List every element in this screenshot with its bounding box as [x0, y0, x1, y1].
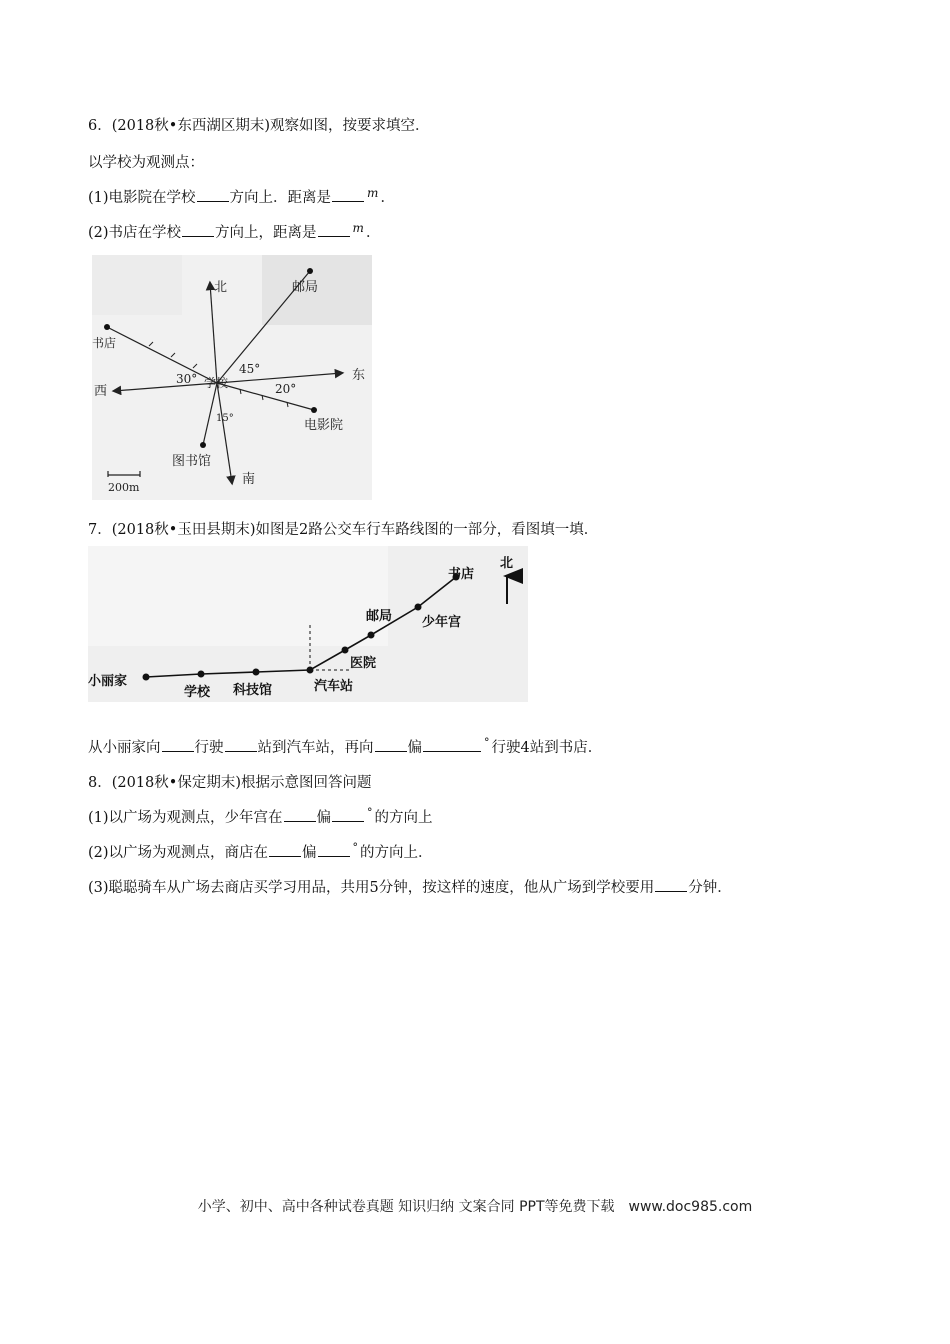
bus-station-label: 汽车站 — [314, 679, 354, 694]
q8-p1-degree: ° — [367, 806, 373, 819]
q8-p1-text-a: (1)以广场为观测点，少年宫在 — [88, 810, 283, 826]
hospital-label: 医院 — [350, 656, 377, 671]
q8-p1-blank-angle[interactable] — [332, 808, 364, 822]
youth-palace-label: 少年宫 — [422, 615, 462, 630]
q6-p2-text-a: (2)书店在学校 — [88, 225, 182, 241]
angle-30-label: 30° — [176, 372, 198, 386]
north-label: 北 — [214, 280, 228, 295]
q8-p1-text-b: 偏 — [316, 810, 332, 826]
q8-part2 — [88, 843, 433, 864]
q8-p2-blank-angle[interactable] — [318, 843, 350, 857]
q7-blank-stops[interactable] — [225, 738, 257, 752]
q8-p2-text-c: 的方向上． — [360, 845, 433, 861]
q7-text-e: 行驶4站到书店． — [491, 740, 603, 756]
page-footer: 小学、初中、高中各种试卷真题 知识归纳 文案合同 PPT等免费下载 www.doc985.com — [197, 1199, 753, 1215]
post-office-dot — [307, 268, 313, 274]
q8-part1 — [88, 808, 433, 829]
bookstore-label: 书店 — [448, 567, 475, 582]
q6-p2-end: ． — [365, 225, 381, 241]
stop-school — [198, 671, 205, 678]
angle-15-label: 15° — [216, 413, 234, 424]
q6-part2 — [88, 223, 380, 243]
q6-intro: 以学校为观测点： — [88, 155, 204, 171]
q8-p2-degree: ° — [352, 841, 359, 854]
cinema-dot — [311, 407, 317, 413]
q6-part1 — [88, 188, 395, 208]
q8-p1-text-c: 的方向上 — [374, 810, 433, 826]
bookstore-label: 书店 — [92, 336, 117, 350]
angle-20-label: 20° — [275, 382, 297, 396]
q6-compass-figure — [92, 255, 372, 500]
q6-p2-text-b: 方向上，距离是 — [215, 225, 317, 241]
bookstore-dot — [104, 324, 110, 330]
north-label: 北 — [500, 556, 514, 571]
q7-blank-angle[interactable] — [423, 738, 481, 752]
school-label: 学校 — [184, 685, 211, 700]
school-label: 学校 — [204, 376, 229, 390]
q7-bus-route-figure — [88, 546, 528, 702]
stop-post-office — [368, 632, 375, 639]
q8-title: 8．(2018秋•保定期末)根据示意图回答问题 — [88, 775, 372, 791]
q6-title: 6．(2018秋•东西湖区期末)观察如图，按要求填空． — [88, 118, 430, 134]
q6-p2-blank-distance[interactable] — [318, 223, 350, 237]
q8-p2-blank-dir[interactable] — [269, 843, 301, 857]
west-label: 西 — [94, 384, 108, 399]
stop-hospital — [342, 647, 349, 654]
q6-p1-text-a: (1)电影院在学校 — [88, 190, 196, 206]
south-label: 南 — [242, 472, 256, 487]
q8-part3 — [88, 878, 732, 898]
q7-text-c: 站到汽车站，再向 — [257, 740, 374, 756]
q7-blank-direction2[interactable] — [375, 738, 407, 752]
q7-text-d: 偏 — [407, 740, 422, 756]
q6-p1-blank-distance[interactable] — [332, 188, 364, 202]
q6-p2-blank-direction[interactable] — [182, 223, 214, 237]
stop-tech — [253, 669, 260, 676]
q6-p2-unit: m — [352, 221, 364, 235]
post-office-label: 邮局 — [292, 280, 319, 295]
q8-p3-text-b: 分钟． — [688, 880, 732, 896]
library-label: 图书馆 — [172, 454, 212, 469]
q7-text-b: 行驶 — [194, 740, 224, 756]
tech-label: 科技馆 — [233, 683, 273, 698]
post-office-label: 邮局 — [366, 609, 393, 624]
q7-degree: ° — [484, 736, 490, 749]
q7-title: 7．(2018秋•玉田县期末)如图是2路公交车行车路线图的一部分，看图填一填． — [88, 522, 599, 538]
q6-p1-blank-direction[interactable] — [197, 188, 229, 202]
q6-p1-text-b: 方向上．距离是 — [229, 190, 332, 206]
cinema-label: 电影院 — [304, 418, 344, 433]
q8-p3-blank-minutes[interactable] — [655, 878, 687, 892]
scale-label: 200m — [108, 481, 140, 494]
q7-text-a: 从小丽家向 — [88, 740, 161, 756]
stop-bus-station — [307, 667, 314, 674]
q8-p3-text-a: (3)聪聪骑车从广场去商店买学习用品，共用5分钟，按这样的速度，他从广场到学校要用 — [88, 880, 655, 896]
q6-p1-unit: m — [367, 186, 379, 200]
library-dot — [200, 442, 206, 448]
stop-home — [143, 674, 150, 681]
q7-fill — [88, 738, 602, 759]
home-label: 小丽家 — [88, 674, 128, 689]
q8-p2-text-b: 偏 — [302, 845, 317, 861]
stop-youth-palace — [415, 604, 422, 611]
angle-45-label: 45° — [239, 362, 261, 376]
q6-p1-end: ． — [380, 190, 395, 206]
q8-p2-text-a: (2)以广场为观测点，商店在 — [88, 845, 269, 861]
q7-blank-direction[interactable] — [162, 738, 194, 752]
east-label: 东 — [352, 368, 366, 383]
q8-p1-blank-dir[interactable] — [284, 808, 316, 822]
